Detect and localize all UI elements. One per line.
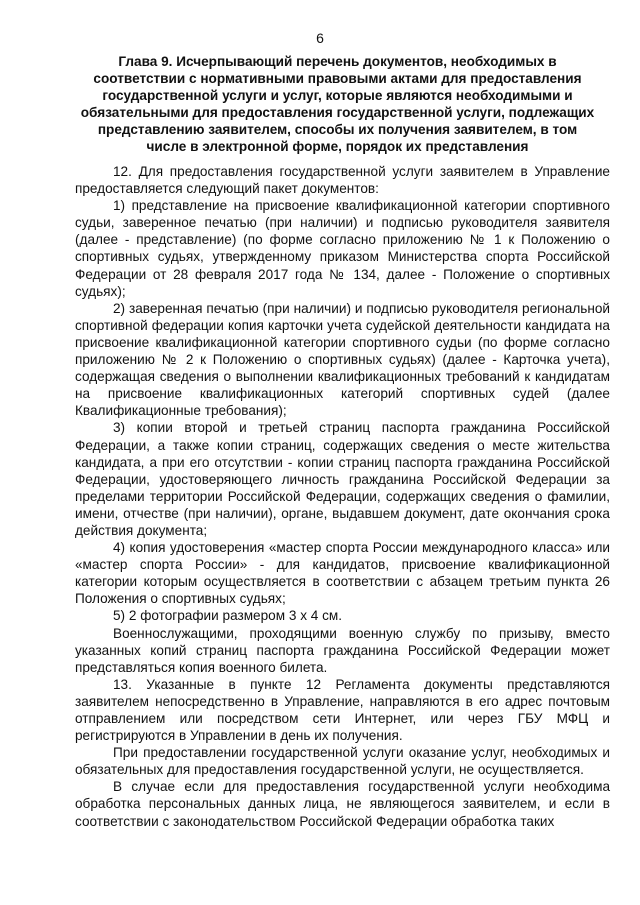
paragraph: При предоставлении государственной услуги оказание услуг, необходимых и обязательных для предоставления государственной услуги, не осуществляется. bbox=[75, 745, 610, 778]
paragraph: 3) копии второй и третьей страниц паспорта гражданина Российской Федерации, а также копии страниц, содержащих сведения о месте жительства кандидата, а при его отсутствии - копии страниц паспорта гражданина Российской Федерации, удостоверяющего личность гражданина Российской Федерации за пределами территории Российской Федерации, содержащих сведения о фамилии, имени, отчестве (при наличии), органе, выдавшем документ, дате окончания срока действия документа; bbox=[75, 420, 610, 538]
paragraph: В случае если для предоставления государственной услуги необходима обработка персональных данных лица, не являющегося заявителем, и если в соответствии с законодательством Российской Федерации обработка таких bbox=[75, 779, 610, 829]
paragraph: 13. Указанные в пункте 12 Регламента документы представляются заявителем непосредственно в Управление, направляются в его адрес почтовым отправлением или посредством сети Интернет, или через ГБУ МФЦ и регистрируются в Управлении в день их получения. bbox=[75, 676, 610, 744]
page-number: 6 bbox=[316, 30, 324, 46]
paragraph: Военнослужащими, проходящими военную службу по призыву, вместо указанных копий страниц паспорта гражданина Российской Федерации может представляться копия военного билета. bbox=[75, 625, 610, 675]
paragraph: 2) заверенная печатью (при наличии) и подписью руководителя региональной спортивной федерации копия карточки учета судейской деятельности кандидата на присвоение квалификационной категории спортивного судьи (по форме согласно приложению № 2 к Положению о спортивных судьях) (далее - Карточка учета), содержащая сведения о выполнении квалификационных требований к кандидатам на присвоение квалификационных категорий спортивных судей (далее Квалификационные требования); bbox=[75, 300, 610, 419]
chapter-heading: Глава 9. Исчерпывающий перечень документов, необходимых в соответствии с нормативными правовыми актами для предоставления государственной услуги и услуг, которые являются необходимыми и обязательными для предоставления государственной услуги, подлежащих представлению заявителем, способы их получения заявителем, в том числе в электронной форме, порядок их представления bbox=[80, 54, 595, 154]
paragraph: 4) копия удостоверения «мастер спорта России международного класса» или «мастер спорта России» - для кандидатов, присвоение квалификационной категории которым осуществляется в соответствии с абзацем третьим пункта 26 Положения о спортивных судьях; bbox=[75, 540, 610, 607]
body-text bbox=[75, 163, 610, 830]
paragraph: 5) 2 фотографии размером 3 х 4 см. bbox=[113, 608, 343, 624]
paragraph: 12. Для предоставления государственной услуги заявителем в Управление предоставляется следующий пакет документов: bbox=[75, 164, 610, 197]
paragraph: 1) представление на присвоение квалификационной категории спортивного судьи, заверенное печатью (при наличии) и подписью руководителя заявителя (далее - представление) (по форме согласно приложению № 1 к Положению о спортивных судьях, утвержденному приказом Министерства спорта Российской Федерации от 28 февраля 2017 года № 134, далее - Положение о спортивных судьях); bbox=[75, 198, 610, 299]
